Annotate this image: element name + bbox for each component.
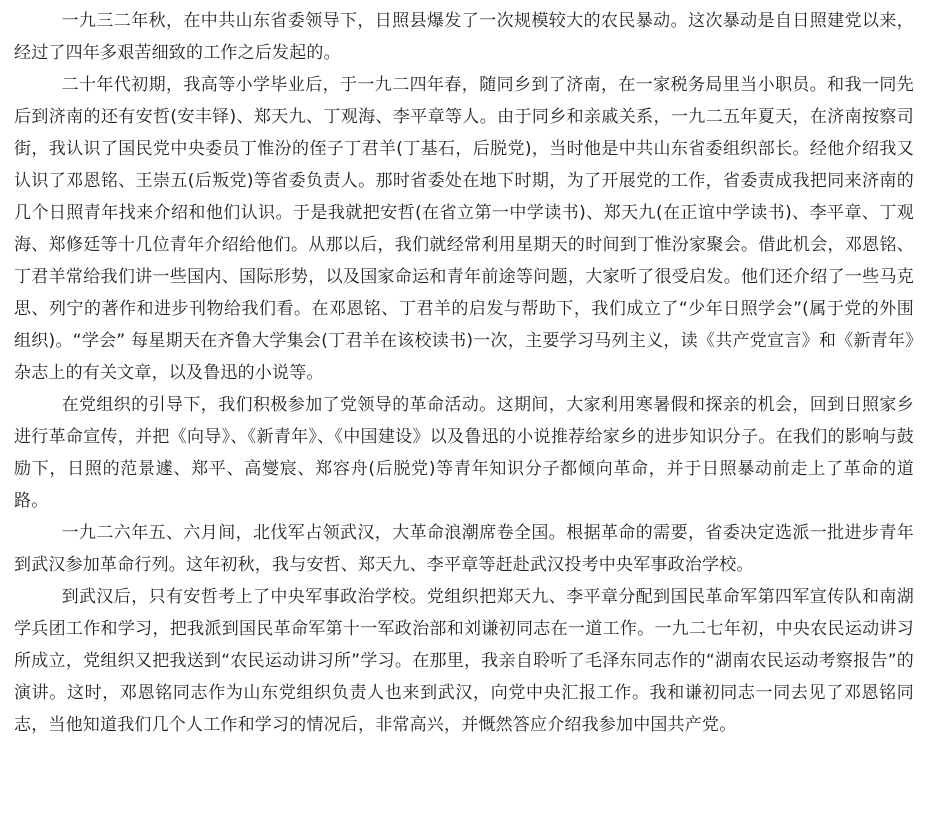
paragraph: 一九三二年秋，在中共山东省委领导下，日照县爆发了一次规模较大的农民暴动。这次暴动是自日照建党以来，经过了四年多艰苦细致的工作之后发起的。 — [14, 11, 914, 63]
article-body — [14, 5, 914, 741]
paragraph: 在党组织的引导下，我们积极参加了党领导的革命活动。这期间，大家利用寒暑假和探亲的机会，回到日照家乡进行革命宣传，并把《向导》、《新青年》、《中国建设》以及鲁迅的小说推荐给家乡的进步知识分子。在我们的影响与鼓励下，日照的范景遽、郑平、高燮宸、郑容舟(后脱党)等青年知识分子都倾向革命，并于日照暴动前走上了革命的道路。 — [14, 395, 914, 511]
paragraph: 到武汉后，只有安哲考上了中央军事政治学校。党组织把郑天九、李平章分配到国民革命军第四军宣传队和南湖学兵团工作和学习，把我派到国民革命军第十一军政治部和刘谦初同志在一道工作。一九二七年初，中央农民运动讲习所成立，党组织又把我送到“农民运动讲习所”学习。在那里，我亲自聆听了毛泽东同志作的“湖南农民运动考察报告”的演讲。这时，邓恩铭同志作为山东党组织负责人也来到武汉，向党中央汇报工作。我和谦初同志一同去见了邓恩铭同志，当他知道我们几个人工作和学习的情况后，非常高兴，并慨然答应介绍我参加中国共产党。 — [14, 587, 914, 735]
paragraph: 一九二六年五、六月间，北伐军占领武汉，大革命浪潮席卷全国。根据革命的需要，省委决定选派一批进步青年到武汉参加革命行列。这年初秋，我与安哲、郑天九、李平章等赶赴武汉投考中央军事政治学校。 — [14, 523, 914, 575]
paragraph: 二十年代初期，我高等小学毕业后，于一九二四年春，随同乡到了济南，在一家税务局里当小职员。和我一同先后到济南的还有安哲(安丰铎)、郑天九、丁观海、李平章等人。由于同乡和亲戚关系，一九二五年夏天，在济南按察司街，我认识了国民党中央委员丁惟汾的侄子丁君羊(丁基石，后脱党)，当时他是中共山东省委组织部长。经他介绍我又认识了邓恩铭、王崇五(后叛党)等省委负责人。那时省委处在地下时期，为了开展党的工作，省委责成我把同来济南的几个日照青年找来介绍和他们认识。于是我就把安哲(在省立第一中学读书)、郑天九(在正谊中学读书)、李平章、丁观海、郑修廷等十几位青年介绍给他们。从那以后，我们就经常利用星期天的时间到丁惟汾家聚会。借此机会，邓恩铭、丁君羊常给我们讲一些国内、国际形势，以及国家命运和青年前途等问题，大家听了很受启发。他们还介绍了一些马克思、列宁的著作和进步刊物给我们看。在邓恩铭、丁君羊的启发与帮助下，我们成立了“少年日照学会”(属于党的外围组织)。“学会” 每星期天在齐鲁大学集会(丁君羊在该校读书)一次，主要学习马列主义，读《共产党宣言》和《新青年》杂志上的有关文章，以及鲁迅的小说等。 — [14, 75, 914, 383]
